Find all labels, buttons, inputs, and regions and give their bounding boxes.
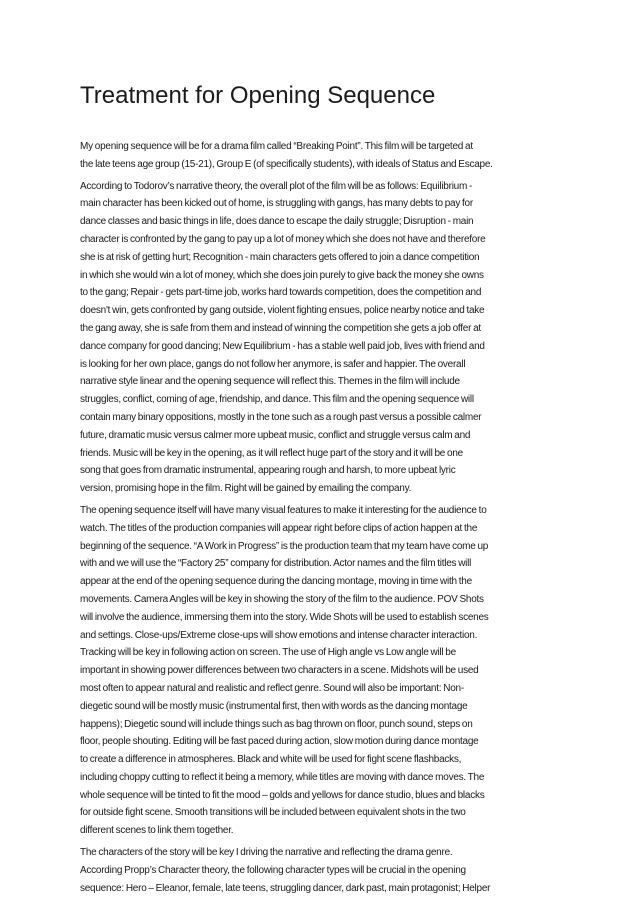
paragraph-line: future, dramatic music versus calmer more upbeat music, conflict and struggle versus calm and	[80, 429, 471, 441]
document-title: Treatment for Opening Sequence	[80, 82, 436, 109]
paragraph-line: version, promising hope in the film. Right will be gained by emailing the company.	[80, 483, 412, 495]
paragraph-line: floor, people shouting. Editing will be fast paced during action, slow motion during dance montage	[80, 736, 479, 748]
paragraph	[80, 138, 564, 174]
paragraph	[80, 178, 564, 498]
document-body	[80, 138, 564, 901]
paragraph-line: According Propp’s Character theory, the following character types will be crucial in the opening	[80, 864, 466, 876]
paragraph-line: doesn't win, gets confronted by gang outside, violent fighting ensues, police nearby notice and take	[80, 305, 485, 317]
paragraph-line: According to Todorov’s narrative theory, the overall plot of the film will be as follows: Equilibrium -	[80, 180, 473, 192]
paragraph-line: whole sequence will be tinted to fit the mood – golds and yellows for dance studio, blues and blacks	[80, 789, 485, 801]
paragraph-line: sequence: Hero – Eleanor, female, late teens, struggling dancer, dark past, main protagonist; Helper	[80, 882, 491, 894]
paragraph-line: The opening sequence itself will have many visual features to make it interesting for the audience to	[80, 504, 487, 516]
paragraph-line: My opening sequence will be for a drama film called “Breaking Point”. This film will be targeted at	[80, 141, 473, 152]
paragraph-line: contain many binary oppositions, mostly in the tone such as a rough past versus a possible calmer	[80, 411, 482, 423]
paragraph-line: watch. The titles of the production companies will appear right before clips of action happen at the	[80, 522, 478, 534]
paragraph-line: important in showing power differences between two characters in a scene. Midshots will be used	[80, 665, 479, 677]
paragraph-line: friends. Music will be key in the opening, as it will reflect huge part of the story and it will be one	[80, 447, 463, 459]
paragraph-line: and settings. Close-ups/Extreme close-ups will show emotions and intense character interaction.	[80, 629, 478, 641]
paragraph-line: The characters of the story will be key I driving the narrative and reflecting the drama genre.	[80, 847, 453, 859]
paragraph-line: song that goes from dramatic instrumental, appearing rough and harsh, to more upbeat lyric	[80, 465, 456, 477]
paragraph-line: with and we will use the “Factory 25” company for distribution. Actor names and the film titles will	[80, 558, 472, 570]
paragraph-line: dance company for good dancing; New Equilibrium - has a stable well paid job, lives with friend and	[80, 340, 485, 352]
paragraph-line: including choppy cutting to reflect it being a memory, while titles are moving with dance moves. The	[80, 771, 485, 783]
paragraph-line: to create a difference in atmospheres. Black and white will be used for fight scene flashbacks,	[80, 754, 462, 766]
paragraph-line: most often to appear natural and realistic and reflect genre. Sound will also be important: Non-	[80, 682, 464, 694]
paragraph-line: movements. Camera Angles will be key in showing the story of the film to the audience. POV Shots	[80, 593, 484, 605]
paragraph-line: happens); Diegetic sound will include things such as bag thrown on floor, punch sound, steps on	[80, 718, 473, 730]
paragraph-line: the gang away, she is safe from them and instead of winning the competition she gets a job offer at	[80, 322, 481, 334]
paragraph-line: narrative style linear and the opening sequence will reflect this. Themes in the film will include	[80, 376, 460, 388]
paragraph-line: main character has been kicked out of home, is struggling with gangs, has many debts to pay for	[80, 198, 473, 210]
paragraph-line: will involve the audience, immersing them into the story. Wide Shots will be used to establish scenes	[80, 611, 489, 623]
paragraph-line: Tracking will be key in following action on screen. The use of High angle vs Low angle will be	[80, 647, 456, 659]
paragraph-line: dance classes and basic things in life, does dance to escape the daily struggle; Disruption - main	[80, 216, 474, 228]
paragraph	[80, 844, 564, 897]
paragraph-line: appear at the end of the opening sequence during the dancing montage, moving in time with the	[80, 576, 472, 588]
paragraph-line: for outside fight scene. Smooth transitions will be included between equivalent shots in the two	[80, 807, 466, 819]
paragraph-line: beginning of the sequence. “A Work in Progress” is the production team that my team have come up	[80, 540, 489, 552]
paragraph-line: character is confronted by the gang to pay up a lot of money which she does not have and therefore	[80, 233, 486, 245]
paragraph-line: different scenes to link them together.	[80, 825, 234, 837]
paragraph	[80, 502, 564, 840]
paragraph-line: to the gang; Repair - gets part-time job, works hard towards competition, does the competition and	[80, 287, 482, 299]
paragraph-line: the late teens age group (15-21), Group E (of specifically students), with ideals of Status and Escape.	[80, 158, 493, 170]
paragraph-line: diegetic sound will be mostly music (instrumental first, then with words as the dancing montage	[80, 700, 468, 712]
paragraph-line: she is at risk of getting hurt; Recognition - main characters gets offered to join a dance competition	[80, 251, 480, 263]
paragraph-line: is looking for her own place, gangs do not follow her anymore, is safer and happier. The overall	[80, 358, 466, 370]
paragraph-line: in which she would win a lot of money, which she does join purely to give back the money she owns	[80, 269, 484, 281]
paragraph-line: struggles, conflict, coming of age, friendship, and dance. This film and the opening sequence will	[80, 394, 474, 406]
